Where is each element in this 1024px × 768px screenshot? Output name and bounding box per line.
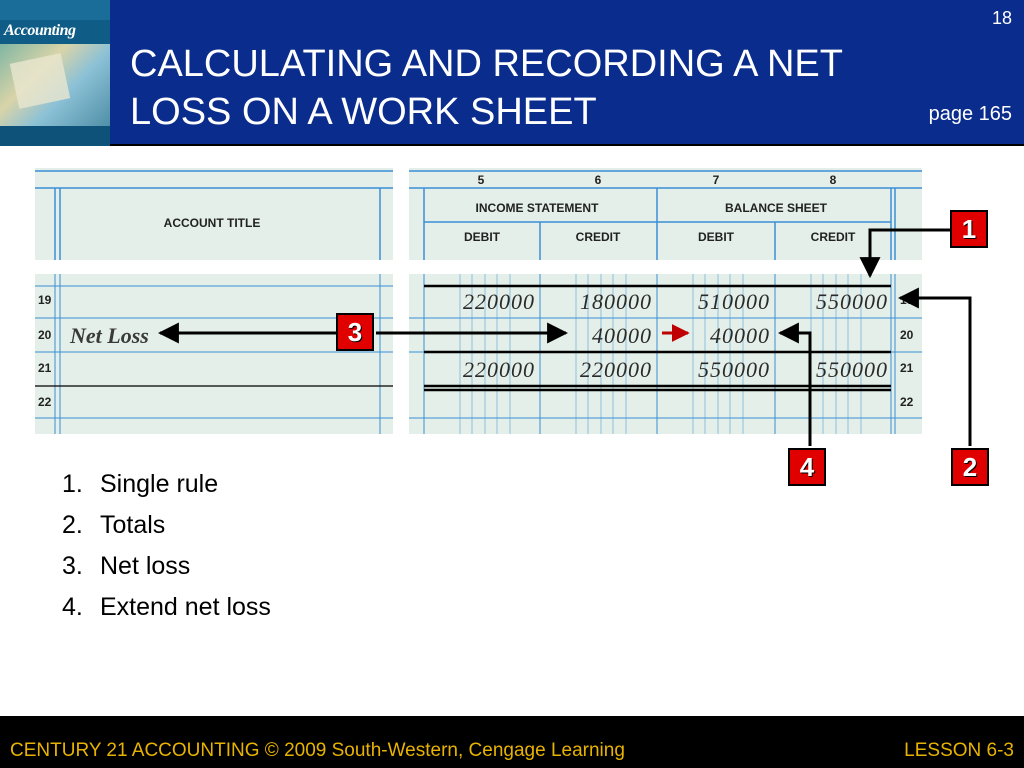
row21-is-debit: 220000	[463, 357, 535, 382]
callout-badge-1: 1	[950, 210, 988, 248]
row19-bs-credit: 550000	[816, 289, 888, 314]
balance-sheet-header: BALANCE SHEET	[724, 201, 828, 215]
cover-brand-text: Accounting	[4, 22, 76, 39]
col-number-5: 5	[477, 173, 485, 187]
row19-is-credit: 180000	[580, 289, 652, 314]
row-number-21: 21	[38, 361, 52, 375]
step-text: Totals	[100, 511, 166, 539]
step-item-3	[62, 552, 190, 581]
title-line-1: CALCULATING AND RECORDING A NET	[130, 43, 843, 85]
callout-badge-2: 2	[951, 448, 989, 486]
row-number-20-right: 20	[900, 328, 914, 342]
bs-credit-header: CREDIT	[810, 230, 856, 244]
net-loss-account-title: Net Loss	[70, 323, 149, 348]
step-item-1	[62, 470, 218, 499]
row20-is-credit: 40000	[592, 323, 652, 348]
col-number-7: 7	[712, 173, 720, 187]
step-text: Single rule	[100, 470, 219, 498]
slide-number: 18	[991, 8, 1012, 28]
row-number-19-right: 19	[900, 293, 914, 307]
row19-is-debit: 220000	[463, 289, 535, 314]
step-item-2	[62, 511, 165, 540]
step-number: 1.	[62, 470, 83, 498]
footer-lesson: LESSON 6-3	[904, 740, 1014, 761]
slide-footer	[0, 716, 1024, 768]
title-line-2: LOSS ON A WORK SHEET	[130, 91, 597, 133]
row-number-22-right: 22	[900, 395, 914, 409]
row-number-21-right: 21	[900, 361, 914, 375]
account-title-header-panel	[35, 168, 393, 260]
is-credit-header: CREDIT	[575, 230, 621, 244]
step-text: Extend net loss	[100, 593, 271, 621]
bs-debit-header: DEBIT	[698, 230, 734, 244]
is-debit-header: DEBIT	[464, 230, 500, 244]
account-body-panel	[35, 274, 393, 434]
row-number-22: 22	[38, 395, 52, 409]
row-number-20: 20	[38, 328, 52, 342]
callout-badge-4: 4	[788, 448, 826, 486]
step-number: 2.	[62, 511, 83, 539]
page-reference: page 165	[928, 103, 1012, 125]
step-text: Net loss	[100, 552, 191, 580]
row21-bs-debit: 550000	[698, 357, 770, 382]
callout-badge-3: 3	[336, 313, 374, 351]
step-number: 4.	[62, 593, 83, 621]
income-statement-header: INCOME STATEMENT	[475, 201, 599, 215]
step-item-4	[62, 593, 271, 622]
footer-copyright: CENTURY 21 ACCOUNTING © 2009 South-Western, Cengage Learning	[10, 740, 625, 761]
account-title-header: ACCOUNT TITLE	[163, 216, 261, 230]
row-number-19: 19	[38, 293, 52, 307]
col-number-6: 6	[594, 173, 602, 187]
row19-bs-debit: 510000	[698, 289, 770, 314]
row20-bs-debit: 40000	[710, 323, 770, 348]
row21-is-credit: 220000	[580, 357, 652, 382]
col-number-8: 8	[829, 173, 837, 187]
row21-bs-credit: 550000	[816, 357, 888, 382]
step-number: 3.	[62, 552, 83, 580]
